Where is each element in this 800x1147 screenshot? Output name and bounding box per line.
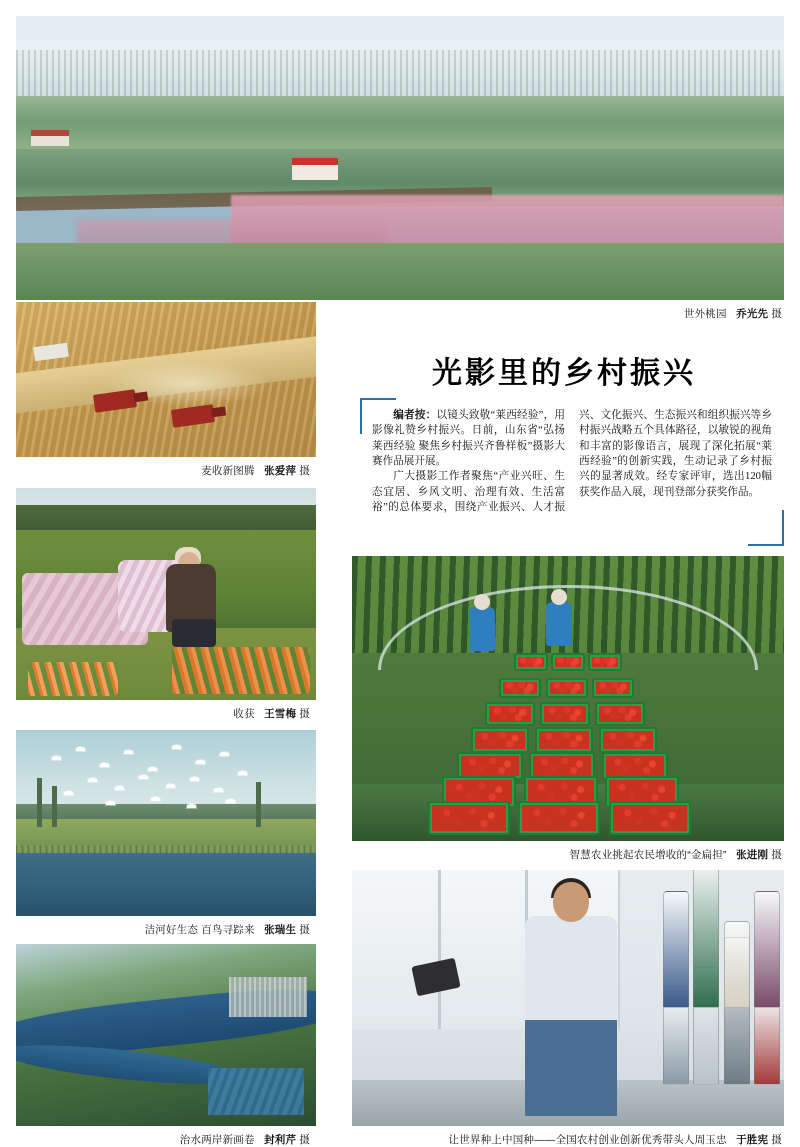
- tomatoes-fill: [550, 682, 584, 695]
- bird-shape: [88, 778, 97, 782]
- tomatoes-fill: [533, 756, 591, 777]
- caption-author: 张瑞生: [264, 924, 297, 936]
- tomatoes-fill: [518, 657, 544, 667]
- caption-author: 王雪梅: [264, 708, 297, 720]
- photo-wetland-birds: [16, 730, 316, 916]
- caption-shot-label: 摄: [771, 308, 782, 320]
- farmer-legs-shape: [172, 619, 216, 647]
- tomato-crate: [595, 702, 645, 725]
- caption-title: 智慧农业挑起农民增收的“金扁担”: [569, 849, 727, 861]
- bird-shape: [238, 771, 247, 775]
- bird-shape: [190, 777, 199, 781]
- carrot-pile-right: [172, 647, 310, 694]
- tomato-crate: [592, 678, 634, 699]
- page-title: 光影里的乡村振兴: [432, 357, 696, 390]
- caption-panorama: [684, 306, 782, 321]
- worker-shape-left: [469, 607, 495, 651]
- editors-note-text-1: 以镜头致敬“莱西经验”，用影像礼赞乡村振兴。日前，山东省“弘扬莱西经验 聚焦乡村振兴齐鲁样板”摄影大赛作品展开展。: [372, 410, 565, 468]
- tomatoes-fill: [613, 805, 687, 831]
- caption-author: 张爱萍: [264, 465, 297, 477]
- bird-shape: [148, 767, 157, 771]
- tomatoes-fill: [544, 706, 586, 721]
- bird-shape: [106, 801, 115, 805]
- caption-title: 治水两岸新画卷: [179, 1134, 255, 1146]
- tomato-crate: [485, 702, 535, 725]
- caption-author: 封利芹: [264, 1134, 297, 1146]
- tomato-crate: [499, 678, 541, 699]
- bird-shape: [220, 752, 229, 756]
- caption-shot-label: 摄: [771, 1134, 782, 1146]
- tomato-crate: [540, 702, 590, 725]
- bird-shape: [151, 797, 160, 801]
- worker-head: [551, 589, 567, 605]
- poplar-tree-1: [37, 778, 42, 826]
- photo-tomato-greenhouse: [352, 556, 784, 841]
- sample-tube: [754, 998, 780, 1085]
- worker-head: [474, 594, 490, 610]
- caption-title: 麦收新图腾: [201, 465, 255, 477]
- tomatoes-fill: [596, 682, 630, 695]
- caption-author: 乔光先: [736, 308, 769, 320]
- bird-shape: [52, 756, 61, 760]
- bird-shape: [187, 804, 196, 808]
- caption-shot-label: 摄: [299, 708, 310, 720]
- poplar-tree-2: [52, 786, 57, 827]
- sample-tube: [754, 891, 780, 1009]
- bird-shape: [226, 799, 235, 803]
- caption-author: 于胜宪: [736, 1134, 769, 1146]
- caption-shot-label: 摄: [299, 1134, 310, 1146]
- photo-panorama-village: [16, 16, 784, 300]
- caption-shot-label: 摄: [299, 465, 310, 477]
- tomatoes-fill: [603, 731, 653, 749]
- sample-tube: [693, 870, 719, 1008]
- tomato-crate: [514, 653, 548, 671]
- sample-tube: [663, 998, 689, 1085]
- town-buildings-layer: [229, 977, 307, 1017]
- researcher-figure: [525, 916, 617, 1116]
- caption-river: [180, 1132, 310, 1147]
- tomatoes-fill: [503, 682, 537, 695]
- caption-title: 洁河好生态 百鸟寻踪来: [144, 924, 255, 936]
- bird-shape: [196, 760, 205, 764]
- bird-shape: [124, 750, 133, 754]
- photo-seed-laboratory: [352, 870, 784, 1126]
- bird-shape: [172, 745, 181, 749]
- tomato-crate: [518, 801, 600, 835]
- bird-shape: [139, 775, 148, 779]
- sample-tube: [724, 921, 750, 1008]
- tomatoes-fill: [606, 756, 664, 777]
- caption-birds: [145, 922, 310, 937]
- sample-tube: [663, 891, 689, 1009]
- bird-shape: [115, 786, 124, 790]
- caption-title: 让世界种上中国种——全国农村创业创新优秀带头人周玉忠: [448, 1134, 727, 1146]
- caption-title: 世外桃园: [683, 308, 727, 320]
- caption-shot-label: 摄: [771, 849, 782, 861]
- tomatoes-fill: [539, 731, 589, 749]
- photo-wheat-harvest: [16, 302, 316, 457]
- tomato-crate: [428, 801, 510, 835]
- tomato-crate: [535, 727, 593, 753]
- window-mullion-1: [438, 870, 441, 1029]
- tomatoes-fill: [555, 657, 581, 667]
- tomato-crate: [546, 678, 588, 699]
- caption-title: 收获: [233, 708, 255, 720]
- water-layer: [16, 853, 316, 916]
- tomatoes-fill: [461, 756, 519, 777]
- editors-note-box: [360, 398, 784, 546]
- caption-shot-label: 摄: [299, 924, 310, 936]
- editors-note-paragraph-1: [372, 408, 565, 469]
- tomatoes-fill: [489, 706, 531, 721]
- editors-note-lead: 编者按：: [393, 410, 437, 421]
- caption-carrot: [233, 706, 310, 721]
- tomato-crate: [588, 653, 622, 671]
- caption-author: 张进刚: [736, 849, 769, 861]
- caption-seed: [449, 1132, 783, 1147]
- bird-shape: [100, 763, 109, 767]
- photo-carrot-harvest: [16, 488, 316, 700]
- poplar-tree-3: [256, 782, 261, 827]
- editors-note-paragraph-2: 广大摄影工作者聚焦“产业兴旺、生态宜居、乡风文明、治理有效、生活富裕”的总体要求，围绕产业振兴、人才振兴、文化振兴、生态振兴和组织振兴等乡村振兴战略五个具体路径，以敏锐的视角和丰富的影像语言，展现了深化拓展“莱西经验”的创新实践，生动记录了乡村振兴的显著成效。经专家评审，选出120幅获奖作品入展，现刊登部分获奖作品。: [372, 410, 772, 514]
- bird-shape: [76, 747, 85, 751]
- bird-shape: [64, 791, 73, 795]
- photo-river-aerial: [16, 944, 316, 1126]
- researcher-head: [553, 882, 589, 922]
- tomato-crate: [609, 801, 691, 835]
- sky-layer: [16, 730, 316, 816]
- carrot-pile-left: [28, 662, 118, 696]
- tomatoes-fill: [475, 731, 525, 749]
- tomatoes-fill: [599, 706, 641, 721]
- caption-tomato: [570, 847, 783, 862]
- tomato-crate: [551, 653, 585, 671]
- tomato-crate: [471, 727, 529, 753]
- tomatoes-fill: [432, 805, 506, 831]
- bird-shape: [166, 784, 175, 788]
- tomato-crate: [599, 727, 657, 753]
- tomatoes-fill: [592, 657, 618, 667]
- haze-overlay: [16, 16, 784, 300]
- pond-grid-layer: [208, 1068, 304, 1115]
- worker-shape-right: [546, 602, 572, 646]
- tomatoes-fill: [522, 805, 596, 831]
- caption-harvest: [201, 463, 310, 478]
- bird-shape: [214, 788, 223, 792]
